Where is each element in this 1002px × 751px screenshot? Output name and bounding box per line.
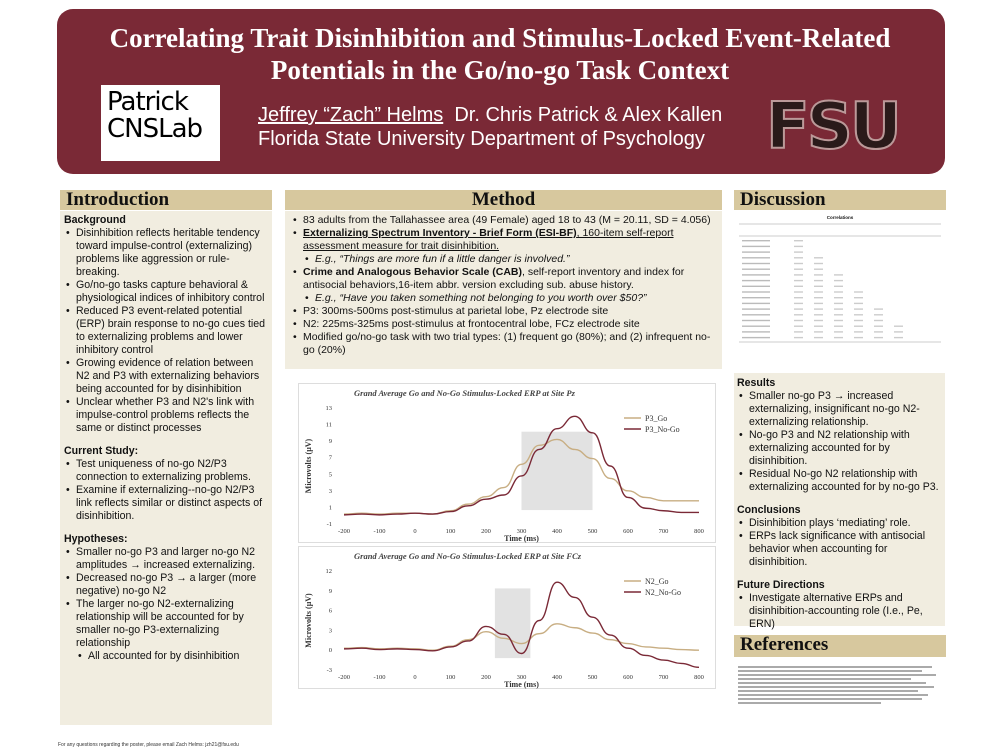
list-item: • Disinhibition plays ‘mediating’ role. — [737, 517, 943, 530]
current-study-label: Current Study: — [64, 445, 139, 457]
list-item: • Residual No-go N2 relationship with externalizing accounted for by no-go P3. — [737, 468, 943, 494]
table-cell — [854, 303, 863, 304]
y-tick-label: 12 — [325, 568, 332, 575]
y-tick-label: 6 — [328, 607, 332, 615]
poster-title: Correlating Trait Disinhibition and Stimulus-Locked Event-Related Potentials in the Go/no-go Task Context — [109, 23, 891, 85]
list-item: • P3: 300ms-500ms post-stimulus at parietal lobe, Pz electrode site — [291, 305, 718, 318]
list-item — [291, 227, 718, 253]
list-item: • Investigate alternative ERPs and disinhibition-accounting role (I.e., Pe, ERN) — [737, 592, 943, 631]
table-cell — [814, 326, 823, 327]
table-cell — [874, 308, 883, 309]
chart-pz-container — [298, 383, 716, 543]
table-cell — [794, 269, 803, 270]
table-row — [742, 326, 770, 327]
table-cell — [794, 303, 803, 304]
references-heading: References — [734, 635, 946, 657]
table-cell — [814, 308, 823, 309]
table-cell — [834, 314, 843, 315]
table-cell — [794, 320, 803, 321]
table-cell — [814, 269, 823, 270]
legend-label: P3_No-Go — [645, 425, 680, 434]
x-tick-label: 600 — [623, 528, 633, 535]
affiliation: Florida State University Department of Psychology — [258, 128, 705, 150]
y-tick-label: 7 — [328, 454, 332, 462]
esi-bf-name: Externalizing Spectrum Inventory - Brief Form (ESI-BF) — [303, 227, 577, 239]
x-tick-label: 800 — [694, 528, 704, 535]
table-row — [742, 257, 770, 258]
list-item: • Go/no-go tasks capture behavioral & physiological indices of inhibitory control — [64, 279, 268, 305]
y-tick-label: 5 — [328, 471, 332, 479]
author-main[interactable]: Jeffrey “Zach” Helms — [258, 104, 444, 126]
x-tick-label: 200 — [481, 674, 491, 681]
y-tick-label: 13 — [325, 405, 332, 412]
results-label: Results — [737, 377, 776, 389]
table-cell — [834, 326, 843, 327]
table-cell — [794, 331, 803, 332]
x-tick-label: -100 — [373, 674, 386, 681]
list-item: • Smaller no-go P3 → increased externalizing, insignificant no-go N2-externalizing relationship. — [737, 390, 943, 429]
correlation-table — [734, 210, 946, 350]
cab-desc: , self-report inventory and index for antisocial behaviors,16-item abbr. version excluding sub. abuse history. — [303, 266, 685, 291]
list-item: • Examine if externalizing--no-go N2/P3 link reflects similar or distinct aspects of disinhibition. — [64, 484, 268, 523]
x-tick-label: 0 — [413, 528, 417, 535]
list-item: • Modified go/no-go task with two trial types: (1) frequent go (80%); and (2) infrequent no-go (20%) — [291, 331, 718, 357]
x-tick-label: 200 — [481, 528, 491, 535]
conclusions-label: Conclusions — [737, 504, 801, 516]
list-item: • 83 adults from the Tallahassee area (49 Female) aged 18 to 43 (M = 20.11, SD = 4.056) — [291, 214, 718, 227]
table-cell — [854, 326, 863, 327]
intro-panel — [60, 211, 272, 725]
method-heading: Method — [285, 190, 722, 210]
table-cell — [874, 314, 883, 315]
list-item: • N2: 225ms-325ms post-stimulus at frontocentral lobe, FCz electrode site — [291, 318, 718, 331]
future-label: Future Directions — [737, 579, 825, 591]
intro-heading: Introduction — [60, 190, 272, 210]
y-tick-label: 9 — [328, 438, 332, 446]
table-cell — [814, 286, 823, 287]
list-item: • Test uniqueness of no-go N2/P3 connection to externalizing problems. — [64, 458, 268, 484]
y-tick-label: 1 — [328, 504, 332, 512]
table-cell — [874, 331, 883, 332]
table-cell — [794, 251, 803, 252]
chart-pz — [299, 384, 717, 544]
x-tick-label: -200 — [338, 674, 350, 681]
table-row — [742, 274, 770, 275]
x-tick-label: 800 — [694, 674, 704, 681]
table-cell — [814, 291, 823, 292]
table-cell — [894, 337, 903, 338]
table-cell — [854, 314, 863, 315]
chart-title: Grand Average Go and No-Go Stimulus-Locked ERP at Site Pz — [354, 388, 575, 398]
table-cell — [834, 280, 843, 281]
table-cell — [814, 257, 823, 258]
x-tick-label: 100 — [445, 528, 456, 535]
x-axis-label: Time (ms) — [504, 680, 539, 689]
y-axis-label: Microvolts (μV) — [304, 593, 313, 648]
discussion-heading: Discussion — [734, 190, 946, 210]
chart-fcz — [299, 547, 717, 690]
table-cell — [854, 297, 863, 298]
x-tick-label: 400 — [552, 674, 562, 681]
table-cell — [794, 240, 803, 241]
y-tick-label: 3 — [328, 627, 332, 635]
y-tick-label: 9 — [328, 587, 332, 595]
table-cell — [874, 326, 883, 327]
x-tick-label: 300 — [516, 674, 527, 681]
chart-fcz-container — [298, 546, 716, 689]
table-cell — [794, 308, 803, 309]
table-cell — [834, 303, 843, 304]
references-panel — [734, 658, 946, 725]
table-cell — [814, 280, 823, 281]
table-row — [742, 291, 770, 292]
logo-line2: CNSLab — [107, 114, 203, 144]
list-item: • Disinhibition reflects heritable tendency toward impulse-control (externalizing) problems like aggression or rule-breaking. — [64, 227, 268, 279]
x-tick-label: 300 — [516, 528, 527, 535]
table-cell — [874, 320, 883, 321]
table-cell — [794, 286, 803, 287]
chart-title: Grand Average Go and No-Go Stimulus-Locked ERP at Site FCz — [354, 551, 582, 561]
table-cell — [794, 280, 803, 281]
author-block — [258, 103, 722, 151]
table-cell — [794, 297, 803, 298]
x-tick-label: -100 — [373, 528, 386, 535]
x-tick-label: 400 — [552, 528, 562, 535]
y-tick-label: 11 — [325, 421, 332, 429]
list-item: • ERPs lack significance with antisocial behavior when accounting for disinhibition. — [737, 530, 943, 569]
y-tick-label: -3 — [326, 667, 332, 674]
table-row — [742, 286, 770, 287]
list-item: • No-go P3 and N2 relationship with externalizing accounted for by disinhibition. — [737, 429, 943, 468]
table-cell — [794, 326, 803, 327]
table-row — [742, 269, 770, 270]
table-cell — [814, 337, 823, 338]
cab-example: E.g., “Have you taken something not belonging to you worth over $50?” — [315, 292, 647, 304]
table-cell — [854, 331, 863, 332]
results-panel — [734, 373, 945, 630]
table-cell — [794, 246, 803, 247]
legend-label: P3_Go — [645, 414, 668, 423]
table-row — [742, 297, 770, 298]
analysis-window — [495, 588, 531, 658]
table-row — [742, 251, 770, 252]
table-cell — [894, 331, 903, 332]
table-cell — [794, 314, 803, 315]
y-axis-label: Microvolts (μV) — [304, 438, 313, 494]
esi-bf-desc: , 160-item self-report assessment measure for trait disinhibition. — [303, 227, 674, 252]
table-cell — [814, 331, 823, 332]
table-cell — [854, 337, 863, 338]
table-cell — [814, 314, 823, 315]
method-panel — [285, 211, 722, 369]
y-tick-label: 0 — [328, 647, 332, 655]
x-tick-label: -200 — [338, 528, 350, 535]
x-tick-label: 700 — [658, 528, 669, 535]
table-cell — [794, 291, 803, 292]
table-cell — [834, 308, 843, 309]
table-cell — [874, 337, 883, 338]
list-item — [291, 266, 718, 292]
table-row — [742, 240, 770, 241]
y-tick-label: -1 — [326, 521, 332, 528]
lab-logo — [101, 85, 220, 161]
x-tick-label: 0 — [413, 674, 417, 681]
table-cell — [854, 308, 863, 309]
legend-label: N2_No-Go — [645, 588, 681, 597]
legend-label: N2_Go — [645, 577, 669, 586]
list-item: • All accounted for by disinhibition — [64, 650, 268, 663]
list-item: • Reduced P3 event-related potential (ERP) brain response to no-go cues tied to externalizing problems and lower inhibitory control — [64, 305, 268, 357]
table-cell — [894, 326, 903, 327]
table-row — [742, 280, 770, 281]
y-tick-label: 3 — [328, 487, 332, 495]
list-item: • The larger no-go N2-externalizing relationship will be accounted for by smaller no-go P3-externalizing relationship — [64, 598, 268, 650]
table-cell — [854, 320, 863, 321]
table-row — [742, 263, 770, 264]
table-row — [742, 320, 770, 321]
list-item — [291, 253, 718, 266]
table-cell — [814, 274, 823, 275]
fsu-logo: FSU — [766, 90, 899, 164]
table-cell — [814, 320, 823, 321]
list-item: • Unclear whether P3 and N2's link with impulse-control problems reflects the same or distinct processes — [64, 396, 268, 435]
table-cell — [794, 263, 803, 264]
table-row — [742, 246, 770, 247]
table-row — [742, 303, 770, 304]
list-item: • Decreased no-go P3 → a larger (more negative) no-go N2 — [64, 572, 268, 598]
cab-name: Crime and Analogous Behavior Scale (CAB) — [303, 266, 522, 278]
list-item: • Growing evidence of relation between N2 and P3 with externalizing behaviors being accounted for by disinhibition — [64, 357, 268, 396]
author-others: Dr. Chris Patrick & Alex Kallen — [454, 104, 723, 126]
footer-note: For any questions regarding the poster, please email Zach Helms: jzh21@fsu.edu — [58, 742, 239, 748]
esi-example: E.g., “Things are more fun if a little danger is involved.” — [315, 253, 570, 265]
x-axis-label: Time (ms) — [504, 534, 539, 543]
table-cell — [814, 303, 823, 304]
table-cell — [834, 286, 843, 287]
table-cell — [834, 297, 843, 298]
table-title: Correlations — [826, 215, 854, 220]
table-row — [742, 337, 770, 338]
table-cell — [834, 291, 843, 292]
list-item: • Smaller no-go P3 and larger no-go N2 amplitudes → increased externalizing. — [64, 546, 268, 572]
table-cell — [814, 263, 823, 264]
x-tick-label: 500 — [587, 674, 598, 681]
x-tick-label: 600 — [623, 674, 633, 681]
table-cell — [854, 291, 863, 292]
table-cell — [834, 320, 843, 321]
table-row — [742, 314, 770, 315]
table-cell — [794, 257, 803, 258]
table-cell — [794, 337, 803, 338]
hypotheses-label: Hypotheses: — [64, 533, 128, 545]
background-label: Background — [64, 214, 126, 226]
logo-line1: Patrick — [107, 87, 188, 117]
analysis-window — [522, 432, 593, 510]
list-item — [291, 292, 718, 305]
table-cell — [834, 274, 843, 275]
table-row — [742, 308, 770, 309]
table-row — [742, 331, 770, 332]
table-cell — [834, 337, 843, 338]
table-cell — [834, 331, 843, 332]
x-tick-label: 100 — [445, 674, 456, 681]
table-cell — [794, 274, 803, 275]
table-lines — [734, 220, 946, 345]
x-tick-label: 700 — [658, 674, 669, 681]
x-tick-label: 500 — [587, 528, 598, 535]
table-cell — [814, 297, 823, 298]
